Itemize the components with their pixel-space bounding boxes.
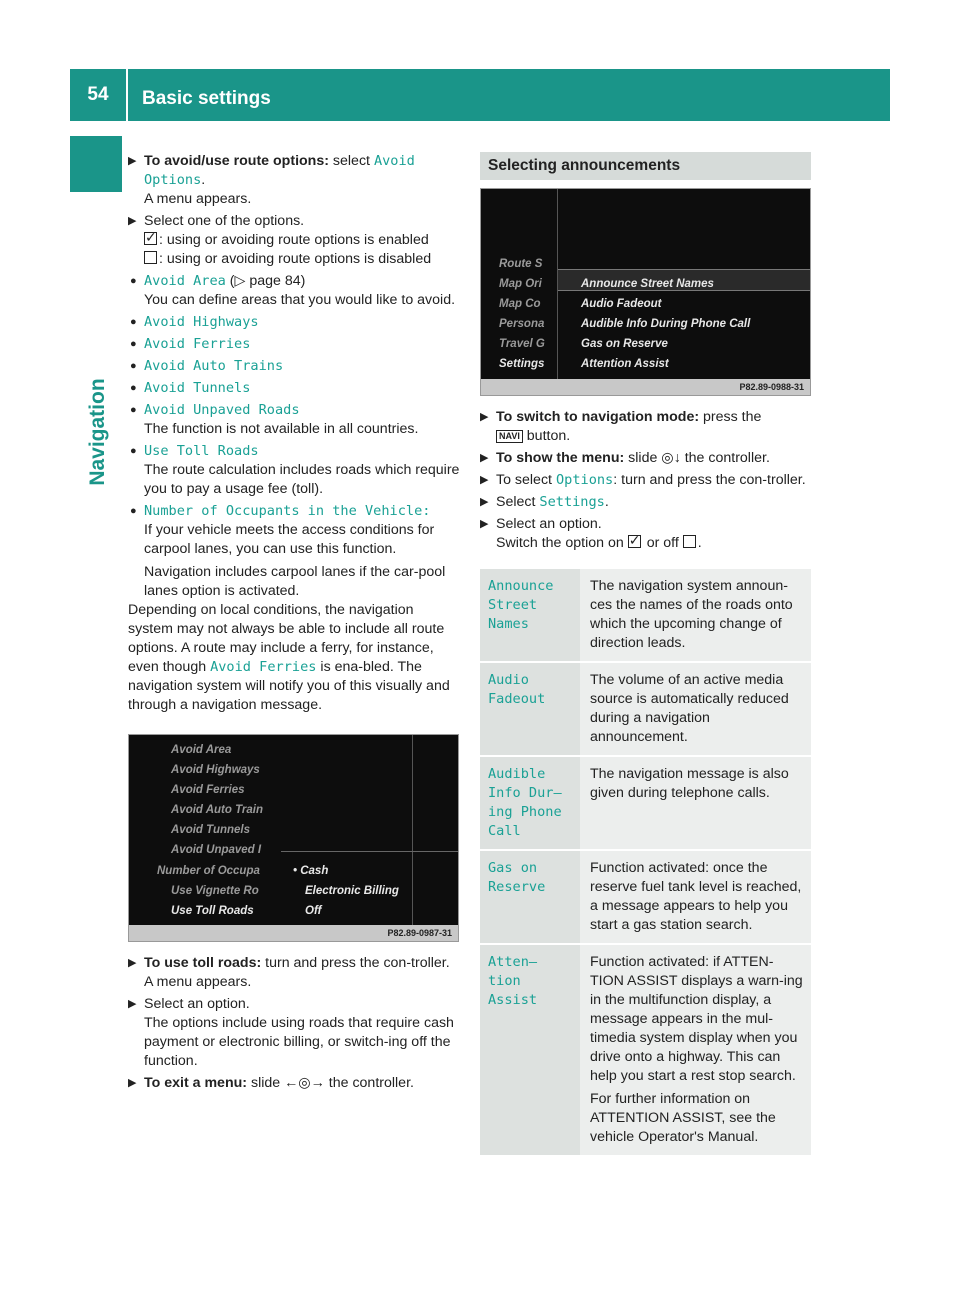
bullet-icon: ● [130, 275, 137, 287]
screen-menu-item: Avoid Unpaved I [171, 844, 262, 856]
screen-menu-item: Avoid Highways [171, 764, 260, 776]
display-screenshot-announcements [480, 188, 811, 396]
screen-menu-item: Avoid Ferries [171, 784, 245, 796]
image-caption: P82.89-0987-31 [129, 925, 458, 941]
screen-menu-item: Map Co [499, 298, 541, 310]
bullet-icon: ● [130, 360, 137, 372]
screen-submenu-item: Announce Street Names [581, 278, 714, 290]
step-arrow-icon: ▶ [128, 998, 137, 1010]
list-item: ● Avoid Area (▷ page 84) You can define areas that you would like to avoid. [130, 273, 456, 308]
screen-submenu-item: Audio Fadeout [581, 298, 662, 310]
header-divider [126, 69, 128, 121]
step-arrow-icon: ▶ [128, 155, 137, 167]
bullet-icon: ● [130, 338, 137, 350]
step-select-settings: ▶ Select Settings. [480, 494, 609, 510]
screen-menu-item: Avoid Tunnels [171, 824, 251, 836]
table-row: Audible Info Dur– ing Phone Call The navigation message is also given during telephone calls. [480, 756, 811, 850]
bullet-icon: ● [130, 316, 137, 328]
sidebar-tab-marker [70, 136, 122, 192]
bullet-icon: ● [130, 404, 137, 416]
screen-menu-item: Route S [499, 258, 543, 270]
list-item: ● Avoid Tunnels [130, 380, 251, 396]
navi-button-icon: NAVI [496, 430, 523, 443]
menu-avoid-options: Avoid [373, 153, 415, 169]
step-select-toll-option: ▶ Select an option. The options include using roads that require cash payment or electronic billing, or switch-ing off the function. [128, 996, 454, 1069]
screen-menu-item: Persona [499, 318, 545, 330]
step-select-options: ▶ To select Options: turn and press the con-troller. [480, 472, 806, 488]
screen-submenu-item: Gas on Reserve [581, 338, 668, 350]
table-row: Audio Fadeout The volume of an active media source is automatically reduced during a navigation announcement. [480, 662, 811, 756]
step-avoid-options: ▶ To avoid/use route options: select Avoid Options. A menu appears. [128, 153, 415, 207]
checkbox-empty-icon [144, 251, 157, 264]
step-select-option: ▶ Select one of the options. ✓: using or avoiding route options is enabled : using or avoiding route options is disabled [128, 212, 460, 269]
announcement-options-table [480, 567, 811, 1155]
screen-menu-item: Number of Occupa [157, 865, 260, 877]
image-caption: P82.89-0988-31 [481, 379, 810, 395]
step-toll: ▶ To use toll roads: turn and press the con-troller. A menu appears. [128, 955, 450, 990]
left-column [128, 152, 460, 1093]
checkbox-checked-icon [628, 535, 641, 548]
screen-submenu-item: • Cash [293, 865, 329, 877]
right-column [480, 152, 811, 1155]
step-arrow-icon: ▶ [480, 411, 489, 423]
display-screenshot-toll [128, 734, 459, 942]
screen-submenu-item: Off [305, 905, 322, 917]
bullet-icon: ● [130, 445, 137, 457]
step-arrow-icon: ▶ [480, 518, 489, 530]
list-item: ● Avoid Unpaved Roads The function is not available in all countries. [130, 402, 419, 437]
step-arrow-icon: ▶ [128, 215, 137, 227]
step-arrow-icon: ▶ [480, 496, 489, 508]
list-item: ● Avoid Ferries [130, 336, 251, 352]
step-arrow-icon: ▶ [128, 957, 137, 969]
table-row: Announce Street Names The navigation system announ-ces the names of the roads onto which the upcoming change of direction leads. [480, 568, 811, 662]
list-item: ● Number of Occupants in the Vehicle: If your vehicle meets the access conditions for carpool lanes, you can use this function. Navigation includes carpool lanes if the car-pool lanes option is activated. [130, 503, 446, 599]
screen-menu-item-selected: Use Toll Roads [171, 905, 254, 917]
screen-menu-item: Avoid Area [171, 744, 232, 756]
list-item: ● Use Toll Roads The route calculation includes roads which require you to pay a usage fee (toll). [130, 443, 460, 497]
checkbox-checked-icon [144, 232, 157, 245]
screen-menu-item: Travel G [499, 338, 545, 350]
step-exit-menu: ▶ To exit a menu: slide ←◎→ the controller. [128, 1075, 414, 1091]
page-title: Basic settings [142, 88, 271, 109]
list-item: ● Avoid Auto Trains [130, 358, 284, 374]
table-row: Atten– tion Assist Function activated: if ATTEN-TION ASSIST displays a warn-ing in the multifunction display, a message appears in the mul-timedia system display when you drive onto a highway. This can help you start a rest stop search. For further information on ATTENTION ASSIST, see the vehicle Operator's Manual. [480, 944, 811, 1155]
screen-menu-item: Avoid Auto Train [171, 804, 263, 816]
step-arrow-icon: ▶ [128, 1077, 137, 1089]
bullet-icon: ● [130, 505, 137, 517]
screen-menu-item: Use Vignette Ro [171, 885, 259, 897]
screen-menu-item: Map Ori [499, 278, 542, 290]
screen-menu-item-selected: Settings [499, 358, 545, 370]
section-heading: Selecting announcements [480, 152, 811, 180]
page-number: 54 [87, 84, 109, 105]
step-arrow-icon: ▶ [480, 452, 489, 464]
info-paragraph: Depending on local conditions, the navigation system may not always be able to include all route options. A route may include a ferry, for instance, even though Avoid Ferries is ena-bled. The navigation system will notify you of this visually and through a navigation message. [128, 602, 450, 713]
table-row: Gas on Reserve Function activated: once the reserve fuel tank level is reached, a message appears to help you start a gas station search. [480, 850, 811, 944]
checkbox-empty-icon [683, 535, 696, 548]
screen-submenu-item: Attention Assist [581, 358, 669, 370]
step-arrow-icon: ▶ [480, 474, 489, 486]
page-header [70, 69, 890, 121]
step-navigation-mode: ▶ To switch to navigation mode: press the NAVI button. [480, 409, 762, 444]
step-show-menu: ▶ To show the menu: slide ◎↓ the controller. [480, 450, 770, 466]
list-item: ● Avoid Highways [130, 314, 259, 330]
step-select-an-option: ▶ Select an option. Switch the option on ✓ or off . [480, 515, 811, 553]
sidebar-section-label [70, 362, 126, 502]
sidebar-label-text: Navigation [86, 378, 109, 486]
screen-submenu-item: Electronic Billing [305, 885, 399, 897]
bullet-icon: ● [130, 382, 137, 394]
screen-submenu-item: Audible Info During Phone Call [581, 318, 751, 330]
